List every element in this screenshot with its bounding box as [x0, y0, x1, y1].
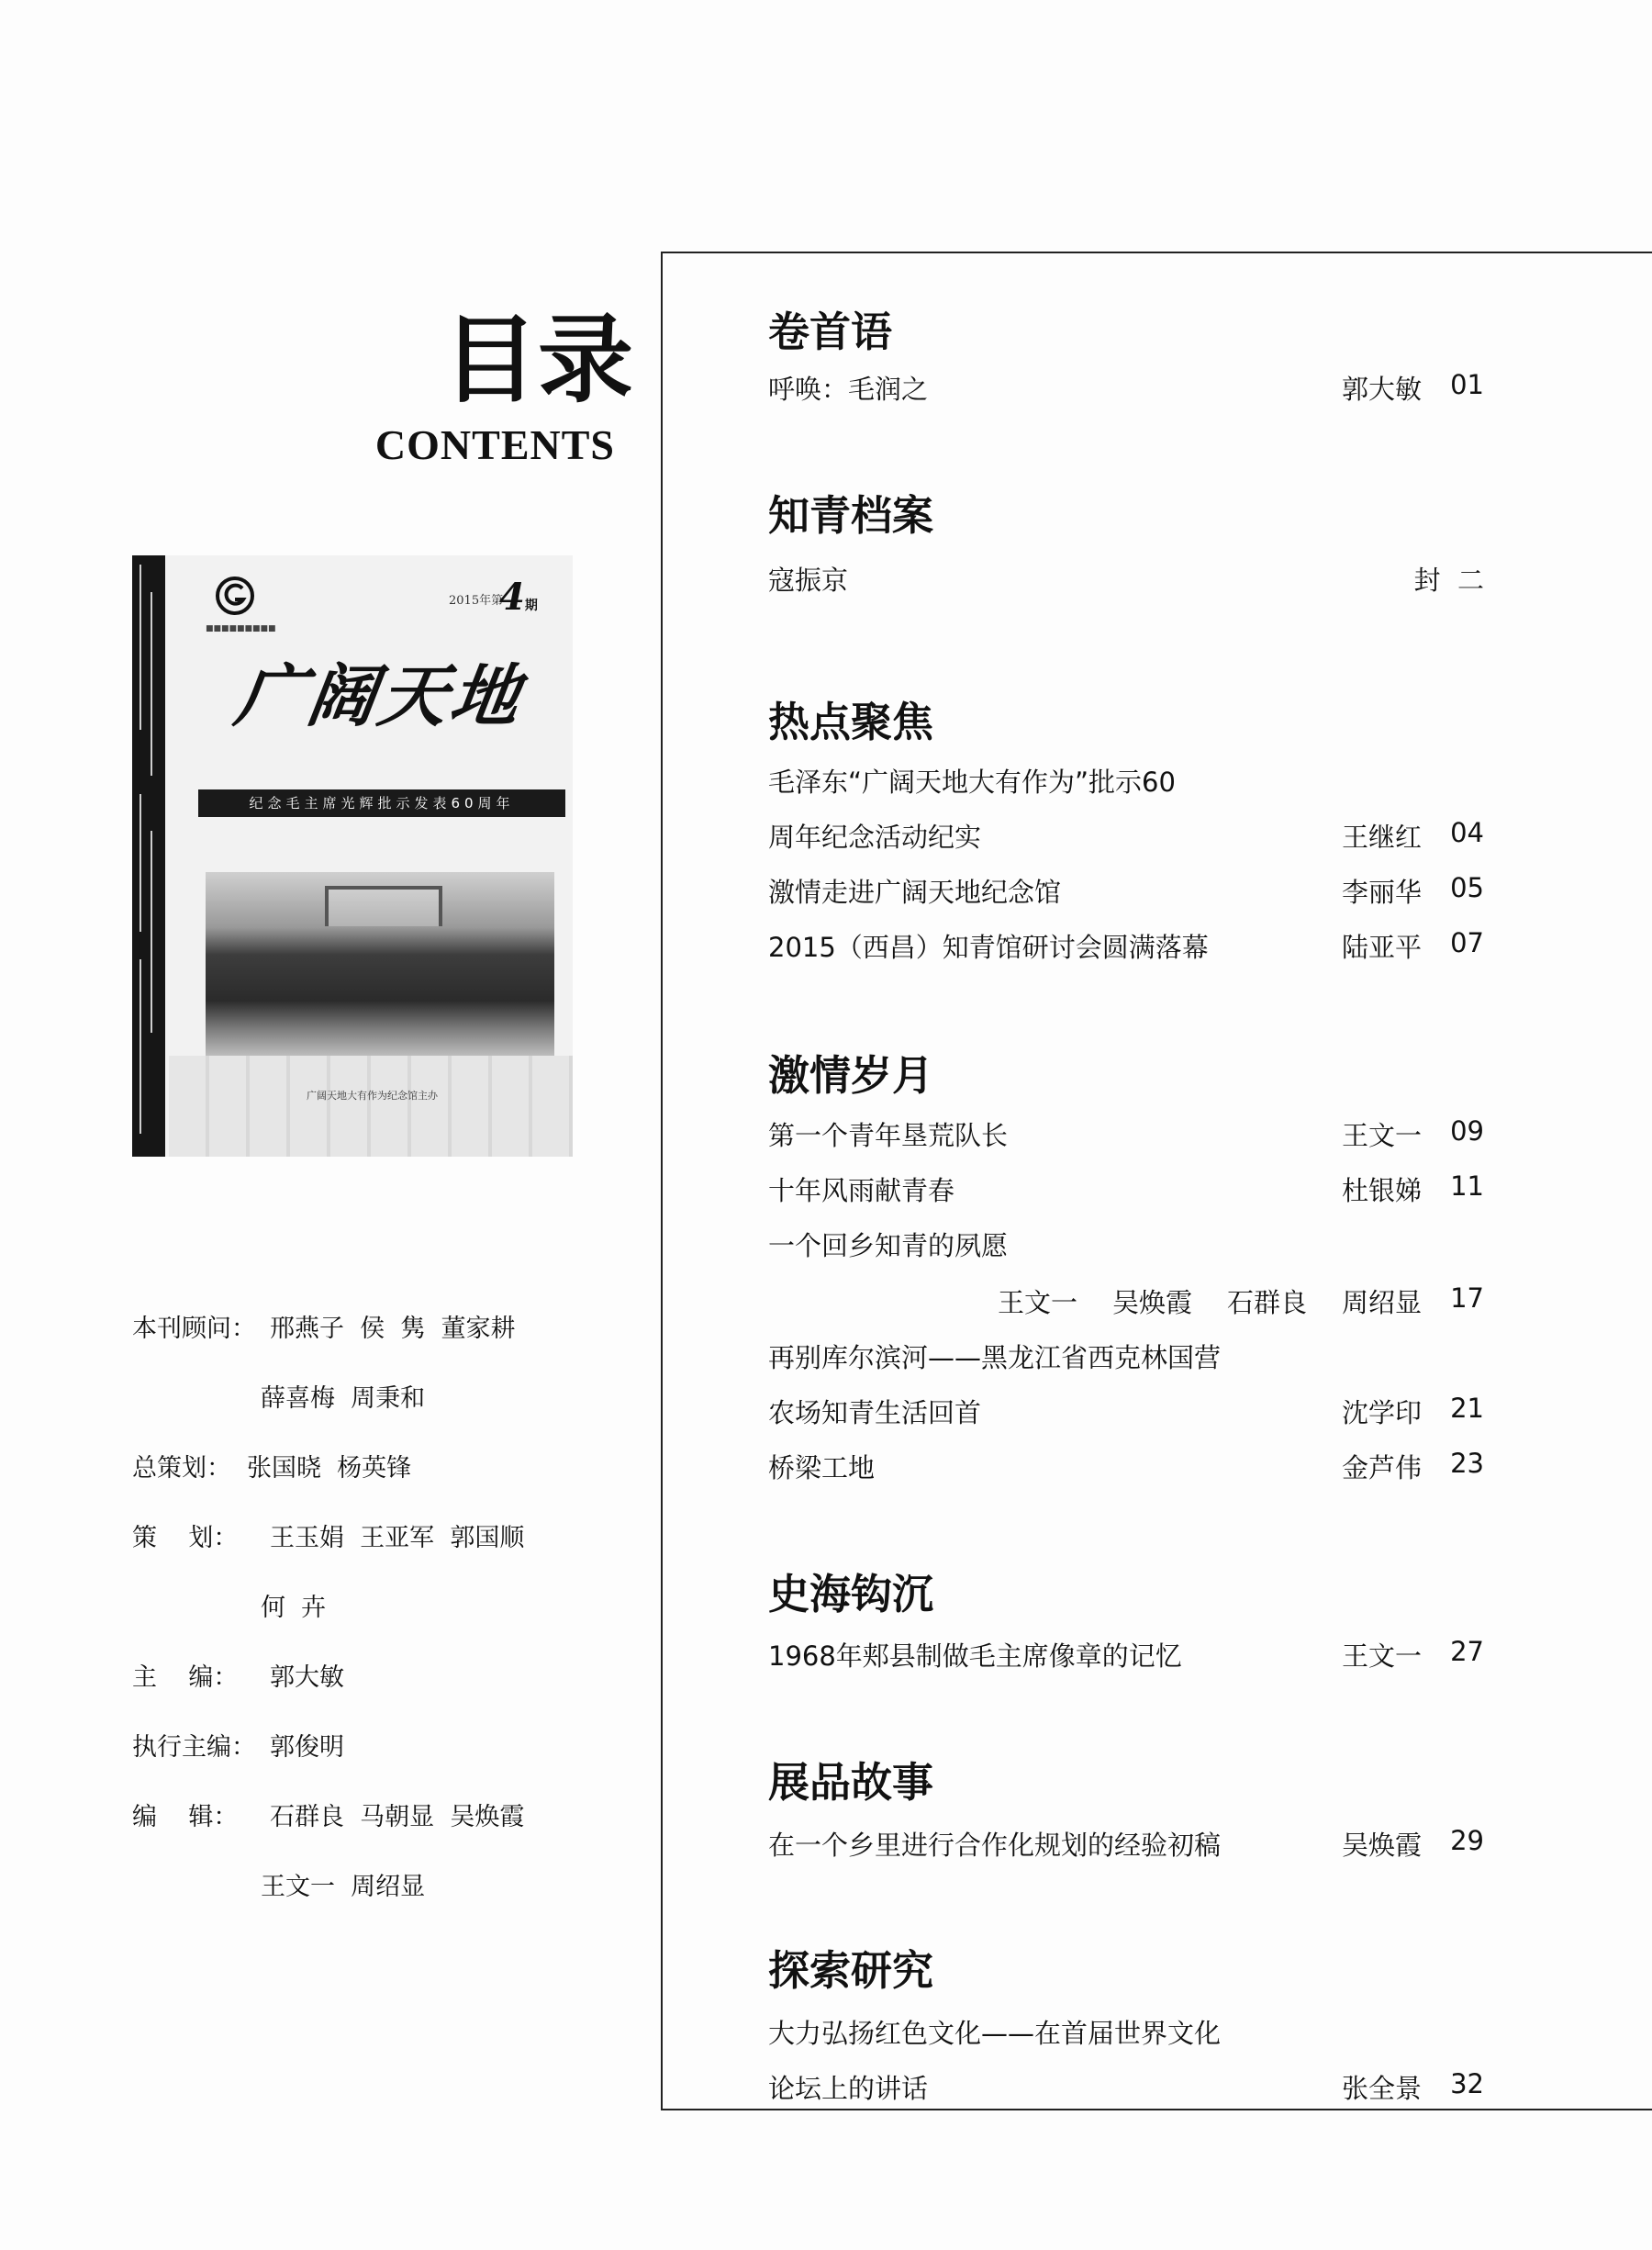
toc-entry[interactable]: [768, 1226, 1484, 1262]
cover-magazine-name: 广阔天地: [230, 657, 529, 736]
toc-entry[interactable]: [768, 2068, 1484, 2105]
entry-title: 大力弘扬红色文化——在首届世界文化: [768, 2018, 1222, 2049]
toc-entry[interactable]: [768, 2013, 1484, 2050]
section-title: 卷首语: [768, 308, 893, 356]
cover-issue-label: 2015年第: [449, 594, 504, 608]
entry-page: 11: [1450, 1170, 1484, 1202]
entry-author: 郭大敏: [1341, 374, 1422, 405]
entry-title: 桥梁工地: [768, 1452, 876, 1483]
entry-page: 04: [1450, 817, 1484, 848]
staff-value: 王文一 周绍显: [261, 1873, 426, 1901]
entry-title: 一个回乡知青的夙愿: [768, 1230, 1009, 1261]
toc-entry[interactable]: [768, 1115, 1484, 1152]
section-title: 知青档案: [768, 491, 934, 540]
toc-entry[interactable]: [768, 1825, 1484, 1862]
entry-author: 沈学印: [1341, 1397, 1422, 1428]
staff-value: 薛喜梅 周秉和: [261, 1384, 426, 1413]
entry-author: 周绍显: [1341, 1287, 1422, 1318]
magazine-cover-image: [132, 555, 573, 1157]
entry-title: 毛泽东“广阔天地大有作为”批示60: [768, 767, 1176, 798]
toc-entry[interactable]: [768, 560, 1484, 597]
entry-page: 05: [1450, 872, 1484, 903]
entry-page: 封 二: [1413, 565, 1484, 596]
entry-author: 石群良: [1226, 1287, 1307, 1318]
entry-title: 周年纪念活动纪实: [768, 822, 982, 853]
entry-authors: [998, 1282, 1422, 1320]
cover-publisher-label: ■■■■■■■■■: [206, 624, 276, 633]
toc-entry[interactable]: [768, 1338, 1484, 1374]
entry-title: 寇振京: [768, 565, 849, 596]
entry-page: 09: [1450, 1115, 1484, 1147]
section-title: 探索研究: [768, 1946, 934, 1995]
entry-author: 吴焕霞: [1341, 1830, 1422, 1861]
entry-page: 07: [1450, 927, 1484, 958]
staff-label: 本刊顾问：: [132, 1315, 256, 1343]
cover-photo-gate: [325, 886, 442, 926]
cover-caption: 广阔天地大有作为纪念馆主办: [307, 1090, 438, 1102]
staff-value: 郭大敏: [270, 1663, 344, 1692]
entry-author: 吴焕霞: [1111, 1287, 1192, 1318]
entry-author: 王继红: [1341, 822, 1422, 853]
toc-entry[interactable]: [768, 872, 1484, 909]
entry-author: 陆亚平: [1341, 932, 1422, 963]
cover-issue-number: 4期: [499, 576, 538, 619]
entry-page: 17: [1450, 1282, 1484, 1314]
entry-page: 21: [1450, 1393, 1484, 1424]
page-title-en: CONTENTS: [374, 421, 615, 468]
cover-group-photo: [206, 872, 554, 1056]
entry-title: 激情走进广阔天地纪念馆: [768, 877, 1062, 908]
entry-page: 27: [1450, 1636, 1484, 1667]
entry-page: 32: [1450, 2068, 1484, 2099]
entry-page: 01: [1450, 369, 1484, 400]
entry-author: 王文一: [997, 1287, 1077, 1318]
toc-entry[interactable]: [768, 1448, 1484, 1484]
entry-title: 第一个青年垦荒队长: [768, 1120, 1009, 1151]
cover-spine: [132, 555, 165, 1157]
page-title-cn: 目录: [441, 303, 633, 416]
staff-label: 编 辑：: [132, 1803, 239, 1831]
entry-title: 1968年郏县制做毛主席像章的记忆: [768, 1640, 1182, 1672]
staff-value: 王玉娟 王亚军 郭国顺: [270, 1524, 525, 1552]
toc-entry[interactable]: [768, 1393, 1484, 1429]
staff-value: 邢燕子 侯 隽 董家耕: [270, 1315, 516, 1343]
cover-plaza: [169, 1056, 573, 1157]
entry-author: 张全景: [1341, 2073, 1422, 2104]
entry-title: 呼唤：毛润之: [768, 374, 929, 405]
entry-page: 29: [1450, 1825, 1484, 1856]
section-title: 热点聚焦: [768, 698, 934, 746]
toc-entry[interactable]: [768, 762, 1484, 799]
staff-value: 何 卉: [261, 1594, 327, 1622]
entry-page: 23: [1450, 1448, 1484, 1479]
toc-entry[interactable]: [768, 1636, 1484, 1673]
section-title: 史海钩沉: [768, 1570, 934, 1618]
entry-title: 论坛上的讲话: [768, 2073, 929, 2104]
entry-title: 2015（西昌）知青馆研讨会圆满落幕: [768, 932, 1209, 963]
staff-label: 策 划：: [132, 1524, 239, 1552]
section-title: 展品故事: [768, 1758, 934, 1807]
staff-label: 总策划：: [132, 1454, 231, 1483]
entry-title: 在一个乡里进行合作化规划的经验初稿: [768, 1830, 1222, 1861]
entry-author: 杜银娣: [1341, 1175, 1422, 1206]
entry-author: 金芦伟: [1341, 1452, 1422, 1483]
staff-label: 主 编：: [132, 1663, 239, 1692]
publisher-logo-icon: [215, 576, 255, 616]
entry-author: 李丽华: [1341, 877, 1422, 908]
toc-entry[interactable]: [768, 817, 1484, 854]
entry-author: 王文一: [1341, 1120, 1422, 1151]
toc-entry[interactable]: [768, 927, 1484, 964]
staff-value: 石群良 马朝显 吴焕霞: [270, 1803, 525, 1831]
section-title: 激情岁月: [768, 1051, 934, 1100]
entry-title: 农场知青生活回首: [768, 1397, 982, 1428]
entry-author: 王文一: [1341, 1640, 1422, 1672]
cover-banner: 纪念毛主席光辉批示发表60周年: [198, 789, 565, 817]
entry-title: 十年风雨献青春: [768, 1175, 955, 1206]
toc-entry[interactable]: [768, 1170, 1484, 1207]
staff-label: 执行主编：: [132, 1733, 256, 1762]
entry-title: 再别库尔滨河——黑龙江省西克林国营: [768, 1342, 1222, 1373]
toc-entry[interactable]: [768, 369, 1484, 406]
toc-entry-authors[interactable]: [768, 1282, 1484, 1319]
staff-value: 郭俊明: [270, 1733, 344, 1762]
staff-value: 张国晓 杨英锋: [247, 1454, 412, 1483]
